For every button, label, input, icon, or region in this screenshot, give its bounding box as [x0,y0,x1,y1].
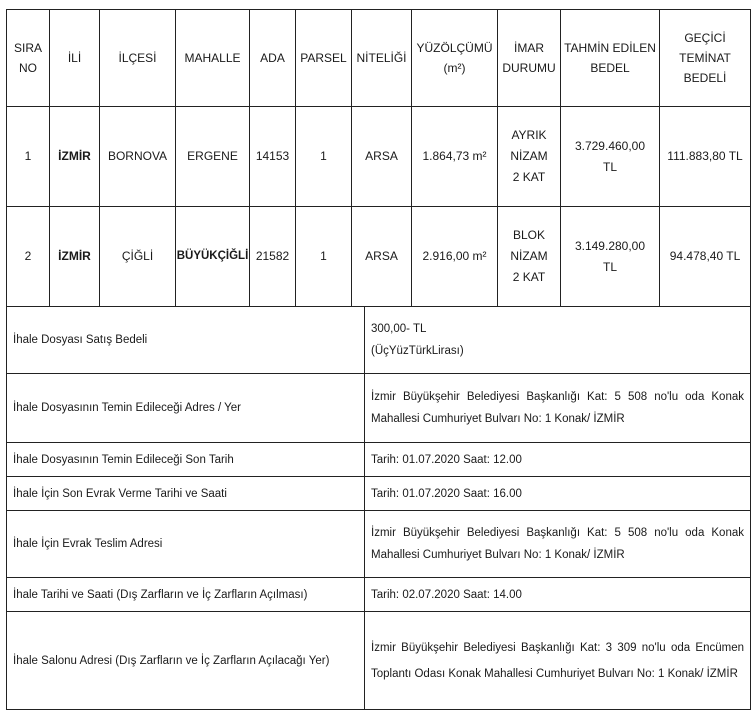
header-ada: ADA [250,10,296,107]
info-label: İhale İçin Evrak Teslim Adresi [7,511,365,578]
info-value: Tarih: 01.07.2020 Saat: 12.00 [365,443,751,477]
cell-il: İZMİR [50,207,100,307]
info-row [7,477,751,511]
cell-sira: 2 [7,207,50,307]
parcel-table [6,9,751,307]
info-label: İhale Dosyasının Temin Edileceği Son Tarih [7,443,365,477]
header-ilce: İLÇESİ [100,10,176,107]
tender-info-table [6,306,751,710]
info-label: İhale Salonu Adresi (Dış Zarfların ve İç Zarfların Açılacağı Yer) [7,612,365,710]
info-row [7,612,751,710]
table-row [7,107,751,207]
info-row [7,307,751,374]
cell-nitelik: ARSA [352,207,412,307]
cell-il: İZMİR [50,107,100,207]
info-value: İzmir Büyükşehir Belediyesi Başkanlığı Kat: 5 508 no'lu oda Konak Mahallesi Cumhuriyet Bulvarı No: 1 Konak/ İZMİR [365,511,751,578]
header-parsel: PARSEL [296,10,352,107]
header-yuzolcumu-label: YÜZÖLÇÜMÜ [416,41,493,55]
info-value: Tarih: 02.07.2020 Saat: 14.00 [365,578,751,612]
header-niteligi: NİTELİĞİ [352,10,412,107]
cell-parsel: 1 [296,107,352,207]
info-value: Tarih: 01.07.2020 Saat: 16.00 [365,477,751,511]
info-row [7,443,751,477]
info-value: İzmir Büyükşehir Belediyesi Başkanlığı Kat: 5 508 no'lu oda Konak Mahallesi Cumhuriyet Bulvarı No: 1 Konak/ İZMİR [365,374,751,443]
header-yuzolcumu-unit: (m²) [443,61,466,75]
header-il: İLİ [50,10,100,107]
info-label: İhale Tarihi ve Saati (Dış Zarfların ve İç Zarfların Açılması) [7,578,365,612]
info-label: İhale İçin Son Evrak Verme Tarihi ve Saati [7,477,365,511]
header-yuzolcumu [412,10,498,107]
header-teminat: GEÇİCİ TEMİNAT BEDELİ [660,10,751,107]
cell-tahmin: 3.729.460,00 TL [561,107,660,207]
cell-imar: AYRIK NİZAM 2 KAT [498,107,561,207]
cell-ada: 14153 [250,107,296,207]
info-label: İhale Dosyasının Temin Edileceği Adres / Yer [7,374,365,443]
info-row [7,578,751,612]
table-header-row [7,10,751,107]
info-label: İhale Dosyası Satış Bedeli [7,307,365,374]
cell-sira: 1 [7,107,50,207]
cell-nitelik: ARSA [352,107,412,207]
table-row [7,207,751,307]
header-sira-no: SIRA NO [7,10,50,107]
cell-mahalle: BÜYÜKÇİĞLİ [176,207,250,307]
header-imar: İMAR DURUMU [498,10,561,107]
cell-imar: BLOK NİZAM 2 KAT [498,207,561,307]
cell-ilce: ÇİĞLİ [100,207,176,307]
cell-teminat: 111.883,80 TL [660,107,751,207]
info-value: İzmir Büyükşehir Belediyesi Başkanlığı Kat: 3 309 no'lu oda Encümen Toplantı Odası Konak Mahallesi Cumhuriyet Bulvarı No: 1 Konak/ İZMİR [365,612,751,710]
info-row [7,374,751,443]
tender-document [6,9,750,710]
cell-yuzolcum: 1.864,73 m² [412,107,498,207]
cell-yuzolcum: 2.916,00 m² [412,207,498,307]
cell-teminat: 94.478,40 TL [660,207,751,307]
header-mahalle: MAHALLE [176,10,250,107]
header-tahmin: TAHMİN EDİLEN BEDEL [561,10,660,107]
cell-ada: 21582 [250,207,296,307]
cell-mahalle: ERGENE [176,107,250,207]
cell-tahmin: 3.149.280,00 TL [561,207,660,307]
cell-parsel: 1 [296,207,352,307]
info-value: 300,00- TL (ÜçYüzTürkLirası) [365,307,751,374]
cell-ilce: BORNOVA [100,107,176,207]
info-row [7,511,751,578]
